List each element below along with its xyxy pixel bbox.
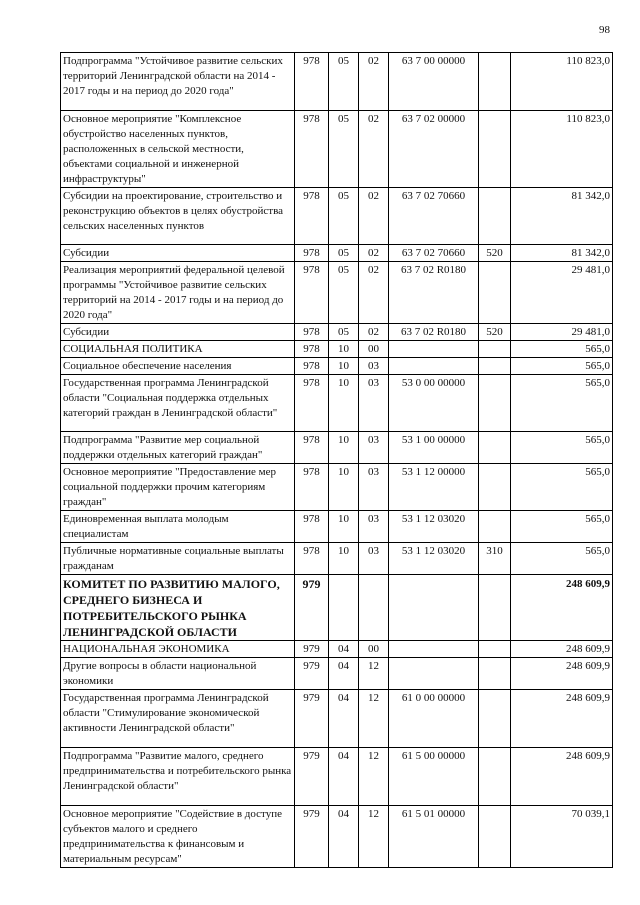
subsection-code-cell: 02 xyxy=(359,111,389,188)
target-article-cell: 63 7 02 70660 xyxy=(389,245,479,262)
subsection-code-cell: 12 xyxy=(359,806,389,868)
row-name-cell: Социальное обеспечение населения xyxy=(61,358,295,375)
target-article-cell: 63 7 02 R0180 xyxy=(389,324,479,341)
table-row xyxy=(61,806,613,868)
section-code-cell: 10 xyxy=(329,464,359,511)
table-row xyxy=(61,53,613,111)
amount-cell: 81 342,0 xyxy=(511,188,613,245)
subsection-code-cell: 02 xyxy=(359,262,389,324)
section-code-cell: 10 xyxy=(329,358,359,375)
row-name-cell: Субсидии на проектирование, строительство и реконструкцию объектов в целях обустройства сельских населенных пунктов xyxy=(61,188,295,245)
expense-type-cell xyxy=(479,511,511,543)
gov-code-cell: 978 xyxy=(295,111,329,188)
expense-type-cell xyxy=(479,748,511,806)
amount-cell: 248 609,9 xyxy=(511,690,613,748)
row-name-cell: Подпрограмма "Развитие мер социальной поддержки отдельных категорий граждан" xyxy=(61,432,295,464)
target-article-cell: 63 7 02 00000 xyxy=(389,111,479,188)
row-name-cell: Государственная программа Ленинградской области "Социальная поддержка отдельных категорий граждан в Ленинградской области" xyxy=(61,375,295,432)
target-article-cell xyxy=(389,658,479,690)
subsection-code-cell: 12 xyxy=(359,658,389,690)
table-row xyxy=(61,511,613,543)
subsection-code-cell: 12 xyxy=(359,690,389,748)
expense-type-cell xyxy=(479,53,511,111)
section-code-cell: 10 xyxy=(329,511,359,543)
table-row xyxy=(61,375,613,432)
budget-table xyxy=(60,52,613,868)
subsection-code-cell: 02 xyxy=(359,53,389,111)
target-article-cell: 53 1 12 00000 xyxy=(389,464,479,511)
table-row xyxy=(61,690,613,748)
section-code-cell: 04 xyxy=(329,658,359,690)
amount-cell: 565,0 xyxy=(511,464,613,511)
table-row xyxy=(61,358,613,375)
table-row xyxy=(61,341,613,358)
expense-type-cell xyxy=(479,641,511,658)
row-name-cell: Публичные нормативные социальные выплаты гражданам xyxy=(61,543,295,575)
expense-type-cell xyxy=(479,658,511,690)
gov-code-cell: 978 xyxy=(295,543,329,575)
subsection-code-cell: 02 xyxy=(359,324,389,341)
target-article-cell xyxy=(389,358,479,375)
row-name-cell: Государственная программа Ленинградской области "Стимулирование экономической активности Ленинградской области" xyxy=(61,690,295,748)
amount-cell: 248 609,9 xyxy=(511,658,613,690)
section-code-cell: 10 xyxy=(329,543,359,575)
amount-cell: 565,0 xyxy=(511,341,613,358)
row-name-cell: Единовременная выплата молодым специалистам xyxy=(61,511,295,543)
expense-type-cell xyxy=(479,432,511,464)
gov-code-cell: 978 xyxy=(295,245,329,262)
section-code-cell: 10 xyxy=(329,375,359,432)
row-name-cell: СОЦИАЛЬНАЯ ПОЛИТИКА xyxy=(61,341,295,358)
target-article-cell xyxy=(389,641,479,658)
subsection-code-cell: 03 xyxy=(359,358,389,375)
section-code-cell: 05 xyxy=(329,188,359,245)
subsection-code-cell: 02 xyxy=(359,188,389,245)
gov-code-cell: 978 xyxy=(295,53,329,111)
expense-type-cell: 520 xyxy=(479,245,511,262)
table-row xyxy=(61,111,613,188)
expense-type-cell xyxy=(479,375,511,432)
row-name-cell: Основное мероприятие "Предоставление мер социальной поддержки прочим категориям граждан" xyxy=(61,464,295,511)
amount-cell: 110 823,0 xyxy=(511,53,613,111)
gov-code-cell: 978 xyxy=(295,341,329,358)
amount-cell: 70 039,1 xyxy=(511,806,613,868)
gov-code-cell: 978 xyxy=(295,262,329,324)
subsection-code-cell: 03 xyxy=(359,511,389,543)
section-code-cell: 05 xyxy=(329,111,359,188)
gov-code-cell: 979 xyxy=(295,658,329,690)
amount-cell: 248 609,9 xyxy=(511,575,613,641)
expense-type-cell: 310 xyxy=(479,543,511,575)
target-article-cell: 53 1 00 00000 xyxy=(389,432,479,464)
gov-code-cell: 979 xyxy=(295,748,329,806)
section-code-cell: 04 xyxy=(329,641,359,658)
target-article-cell: 53 1 12 03020 xyxy=(389,511,479,543)
expense-type-cell xyxy=(479,111,511,188)
table-row xyxy=(61,324,613,341)
table-row xyxy=(61,748,613,806)
table-row xyxy=(61,262,613,324)
section-code-cell xyxy=(329,575,359,641)
gov-code-cell: 979 xyxy=(295,641,329,658)
gov-code-cell: 979 xyxy=(295,575,329,641)
subsection-code-cell: 03 xyxy=(359,432,389,464)
amount-cell: 248 609,9 xyxy=(511,641,613,658)
gov-code-cell: 978 xyxy=(295,188,329,245)
row-name-cell: Подпрограмма "Развитие малого, среднего предпринимательства и потребительского рынка Ленинградской области" xyxy=(61,748,295,806)
gov-code-cell: 979 xyxy=(295,690,329,748)
amount-cell: 110 823,0 xyxy=(511,111,613,188)
gov-code-cell: 979 xyxy=(295,806,329,868)
target-article-cell: 61 5 01 00000 xyxy=(389,806,479,868)
expense-type-cell xyxy=(479,188,511,245)
row-name-cell: Субсидии xyxy=(61,324,295,341)
row-name-cell: Основное мероприятие "Комплексное обустройство населенных пунктов, расположенных в сельской местности, объектами социальной и инженерной инфраструктуры" xyxy=(61,111,295,188)
section-code-cell: 04 xyxy=(329,690,359,748)
subsection-code-cell: 00 xyxy=(359,341,389,358)
expense-type-cell xyxy=(479,690,511,748)
table-row xyxy=(61,464,613,511)
table-row xyxy=(61,641,613,658)
target-article-cell xyxy=(389,341,479,358)
row-name-cell: Реализация мероприятий федеральной целевой программы "Устойчивое развитие сельских территорий на 2014 - 2017 годы и на период до 2020 года" xyxy=(61,262,295,324)
amount-cell: 81 342,0 xyxy=(511,245,613,262)
expense-type-cell xyxy=(479,806,511,868)
expense-type-cell: 520 xyxy=(479,324,511,341)
amount-cell: 29 481,0 xyxy=(511,324,613,341)
section-code-cell: 04 xyxy=(329,748,359,806)
gov-code-cell: 978 xyxy=(295,464,329,511)
target-article-cell: 63 7 02 R0180 xyxy=(389,262,479,324)
table-row xyxy=(61,543,613,575)
row-name-cell: Субсидии xyxy=(61,245,295,262)
row-name-cell: НАЦИОНАЛЬНАЯ ЭКОНОМИКА xyxy=(61,641,295,658)
gov-code-cell: 978 xyxy=(295,511,329,543)
target-article-cell: 53 1 12 03020 xyxy=(389,543,479,575)
subsection-code-cell: 03 xyxy=(359,543,389,575)
target-article-cell: 53 0 00 00000 xyxy=(389,375,479,432)
table-row xyxy=(61,575,613,641)
row-name-cell: Основное мероприятие "Содействие в доступе субъектов малого и среднего предпринимательства к финансовым и материальным ресурсам" xyxy=(61,806,295,868)
subsection-code-cell: 12 xyxy=(359,748,389,806)
section-code-cell: 10 xyxy=(329,432,359,464)
table-row xyxy=(61,245,613,262)
expense-type-cell xyxy=(479,358,511,375)
section-code-cell: 04 xyxy=(329,806,359,868)
gov-code-cell: 978 xyxy=(295,375,329,432)
section-code-cell: 05 xyxy=(329,324,359,341)
table-row xyxy=(61,188,613,245)
table-row xyxy=(61,432,613,464)
expense-type-cell xyxy=(479,341,511,358)
amount-cell: 565,0 xyxy=(511,432,613,464)
table-row xyxy=(61,658,613,690)
section-code-cell: 05 xyxy=(329,53,359,111)
subsection-code-cell: 02 xyxy=(359,245,389,262)
subsection-code-cell xyxy=(359,575,389,641)
row-name-cell: Подпрограмма "Устойчивое развитие сельских территорий Ленинградской области на 2014 - 2017 годы и на период до 2020 года" xyxy=(61,53,295,111)
amount-cell: 565,0 xyxy=(511,543,613,575)
amount-cell: 248 609,9 xyxy=(511,748,613,806)
subsection-code-cell: 03 xyxy=(359,464,389,511)
section-code-cell: 05 xyxy=(329,262,359,324)
expense-type-cell xyxy=(479,575,511,641)
gov-code-cell: 978 xyxy=(295,432,329,464)
target-article-cell: 61 0 00 00000 xyxy=(389,690,479,748)
amount-cell: 29 481,0 xyxy=(511,262,613,324)
amount-cell: 565,0 xyxy=(511,511,613,543)
budget-rows xyxy=(61,53,613,868)
target-article-cell: 63 7 02 70660 xyxy=(389,188,479,245)
expense-type-cell xyxy=(479,464,511,511)
target-article-cell xyxy=(389,575,479,641)
section-code-cell: 10 xyxy=(329,341,359,358)
expense-type-cell xyxy=(479,262,511,324)
target-article-cell: 61 5 00 00000 xyxy=(389,748,479,806)
gov-code-cell: 978 xyxy=(295,324,329,341)
subsection-code-cell: 03 xyxy=(359,375,389,432)
subsection-code-cell: 00 xyxy=(359,641,389,658)
row-name-cell: Другие вопросы в области национальной экономики xyxy=(61,658,295,690)
page-number: 98 xyxy=(599,24,610,36)
section-code-cell: 05 xyxy=(329,245,359,262)
target-article-cell: 63 7 00 00000 xyxy=(389,53,479,111)
row-name-cell: КОМИТЕТ ПО РАЗВИТИЮ МАЛОГО, СРЕДНЕГО БИЗНЕСА И ПОТРЕБИТЕЛЬСКОГО РЫНКА ЛЕНИНГРАДСКОЙ ОБЛАСТИ xyxy=(61,575,295,641)
amount-cell: 565,0 xyxy=(511,375,613,432)
amount-cell: 565,0 xyxy=(511,358,613,375)
gov-code-cell: 978 xyxy=(295,358,329,375)
